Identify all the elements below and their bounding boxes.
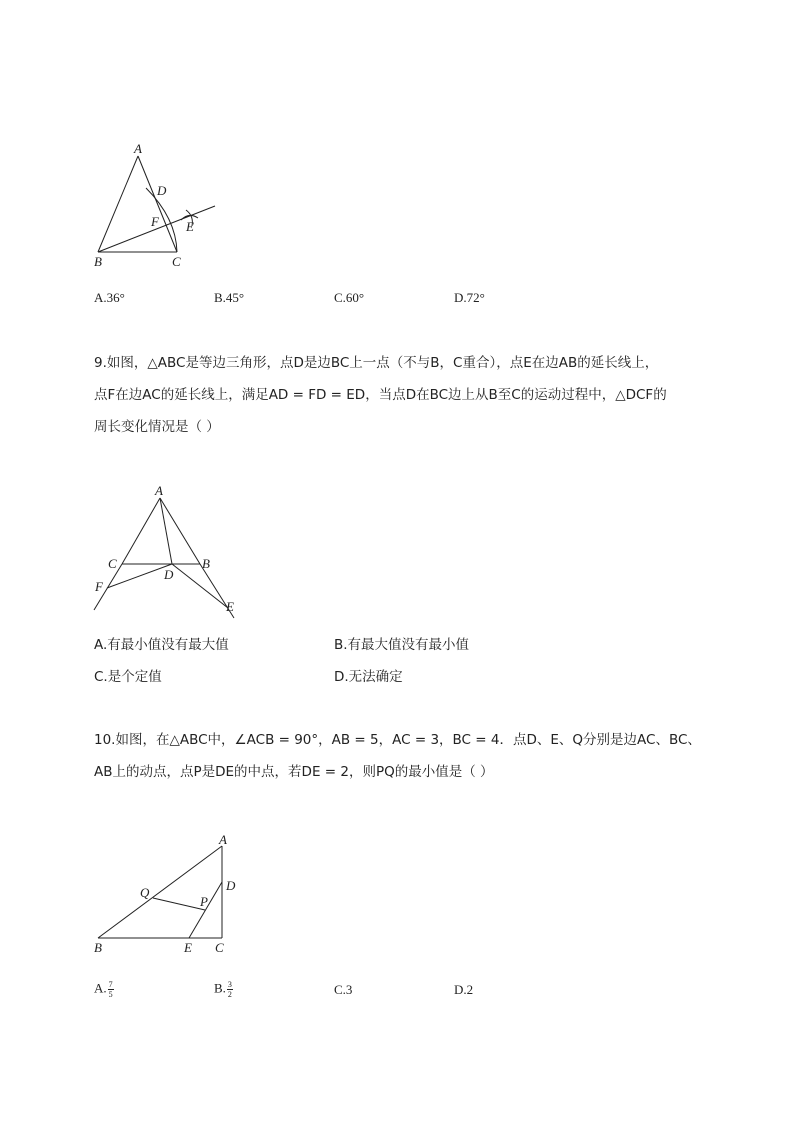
fig10-label-B: B <box>94 940 102 955</box>
fig10-label-E: E <box>184 940 192 955</box>
fig10-label-P: P <box>200 894 208 909</box>
figure-q9 <box>88 480 248 620</box>
q9-option-b[interactable]: B.有最大值没有最小值 <box>334 637 470 653</box>
fig10-label-D: D <box>226 878 236 893</box>
fig10-label-A: A <box>219 832 227 847</box>
fig10-label-C: C <box>215 940 224 955</box>
q8-option-a[interactable]: A.36° <box>94 290 125 305</box>
fig9-label-A: A <box>155 483 163 498</box>
q10-option-a-fraction <box>108 980 114 999</box>
q9-line-2: 点F在边AC的延长线上，满足AD = FD = ED，当点D在BC边上从B至C的运动过程中，△DCF的 <box>94 387 667 403</box>
q10-option-b-prefix: B. <box>214 980 226 996</box>
fig9-label-F: F <box>95 579 103 594</box>
q9-line-3: 周长变化情况是（ ） <box>94 419 220 435</box>
fig8-label-C: C <box>172 254 181 269</box>
q9-line-1: 9.如图，△ABC是等边三角形，点D是边BC上一点（不与B，C重合），点E在边AB的延长线上， <box>94 355 659 371</box>
fig8-label-F: F <box>151 214 159 229</box>
q8-option-b[interactable]: B.45° <box>214 290 245 305</box>
figure-q10 <box>88 826 248 961</box>
figure-q8 <box>88 140 228 275</box>
fig8-label-B: B <box>94 254 102 269</box>
q10-option-d[interactable]: D.2 <box>454 982 474 997</box>
q10-option-b[interactable] <box>214 980 233 999</box>
q10-option-a-prefix: A. <box>94 980 107 996</box>
q10-line-1: 10.如图，在△ABC中，∠ACB = 90°，AB = 5，AC = 3，BC = 4．点D、E、Q分别是边AC、BC、 <box>94 732 701 748</box>
fig8-label-E: E <box>186 219 194 234</box>
q9-option-d[interactable]: D.无法确定 <box>334 669 403 685</box>
q9-option-c[interactable]: C.是个定值 <box>94 669 162 685</box>
q10-line-2: AB上的动点，点P是DE的中点，若DE = 2，则PQ的最小值是（ ） <box>94 764 494 780</box>
q9-option-a[interactable]: A.有最小值没有最大值 <box>94 637 229 653</box>
q8-option-d[interactable]: D.72° <box>454 290 485 305</box>
q10-option-b-fraction <box>227 980 233 999</box>
q8-option-c[interactable]: C.60° <box>334 290 365 305</box>
fraction-numerator: 7 <box>108 980 113 989</box>
fig9-label-D: D <box>164 567 174 582</box>
fraction-denominator: 5 <box>108 990 113 999</box>
q10-option-c[interactable]: C.3 <box>334 982 353 997</box>
fig8-label-A: A <box>134 141 142 156</box>
fraction-denominator: 2 <box>227 990 232 999</box>
fig9-label-E: E <box>226 599 234 614</box>
q9-text <box>94 347 667 443</box>
fig10-label-Q: Q <box>140 885 150 900</box>
fraction-numerator: 3 <box>227 980 232 989</box>
q10-option-a[interactable] <box>94 980 114 999</box>
fig9-label-C: C <box>108 556 117 571</box>
fig8-label-D: D <box>157 183 167 198</box>
fig9-label-B: B <box>202 556 210 571</box>
q10-text <box>94 724 701 788</box>
